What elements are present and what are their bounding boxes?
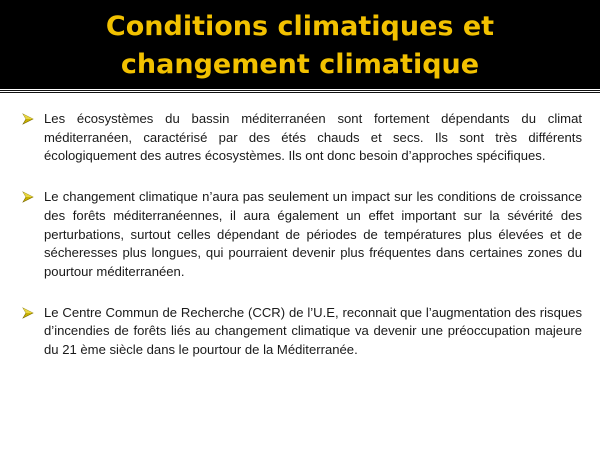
slide-title-line-1: Conditions climatiques et: [105, 11, 495, 42]
bullet-item-2: [22, 188, 582, 282]
title-divider: [0, 90, 600, 93]
arrow-bullet-icon: [22, 307, 34, 319]
bullet-text-2: Le changement climatique n’aura pas seulement un impact sur les conditions de croissance des forêts méditerranéennes, il aura également un effet important sur la sévérité des perturbations, surtout celles dépendant de périodes de températures plus élevées et de sécheresses plus longues, qui pourraient devenir plus fréquentes dans certaines zones du pourtour méditerranéen.: [44, 189, 582, 279]
bullet-item-3: [22, 304, 582, 360]
arrow-bullet-icon: [22, 191, 34, 203]
slide-title-line-2: changement climatique: [120, 49, 480, 80]
bullet-list: [22, 110, 582, 382]
bullet-item-1: [22, 110, 582, 166]
bullet-text-1: Les écosystèmes du bassin méditerranéen sont fortement dépendants du climat méditerranéen, caractérisé par des étés chauds et secs. Ils sont très différents écologiquement des autres écosystèmes. Ils ont donc besoin d’approches spécifiques.: [44, 111, 582, 164]
slide-title: [0, 8, 600, 84]
arrow-bullet-icon: [22, 113, 34, 125]
bullet-text-3: Le Centre Commun de Recherche (CCR) de l’U.E, reconnait que l’augmentation des risques d’incendies de forêts liés au changement climatique va devenir une préoccupation majeure du 21 ème siècle dans le pourtour de la Méditerranée.: [44, 304, 582, 358]
slide-header: [0, 0, 600, 89]
